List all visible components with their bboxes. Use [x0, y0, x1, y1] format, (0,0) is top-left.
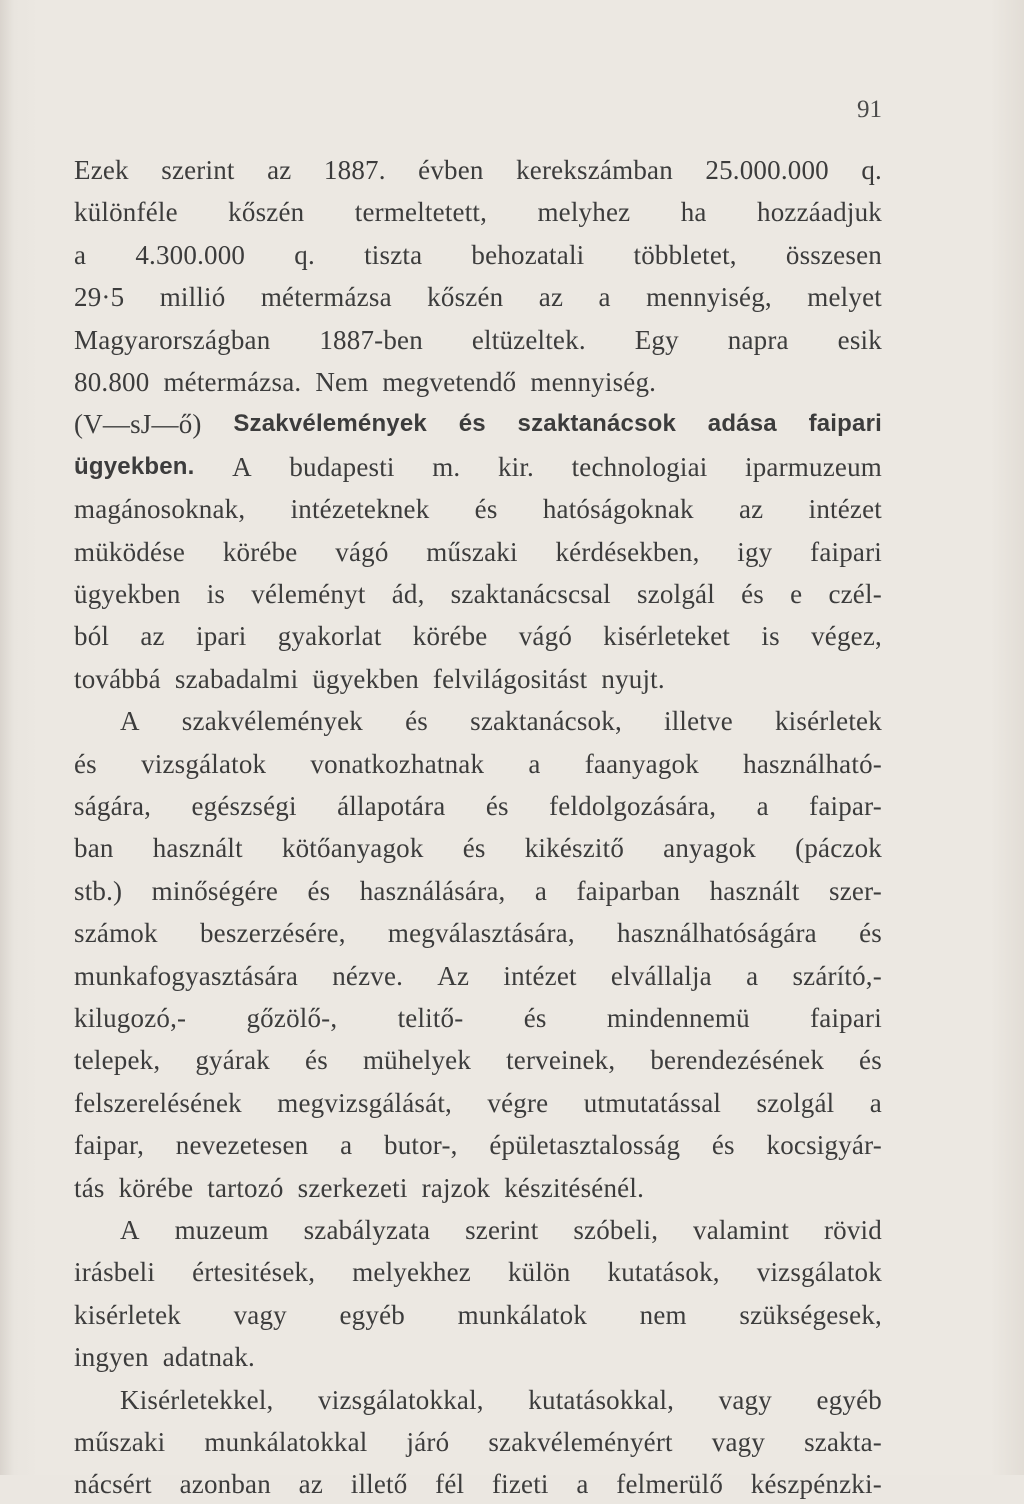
word: ipari	[196, 621, 247, 652]
word: Az	[437, 960, 470, 991]
word: A	[120, 706, 140, 737]
word: budapesti	[289, 451, 395, 482]
word: ingyen	[74, 1342, 149, 1373]
word: állapotára	[337, 791, 446, 821]
word: 25.000.000	[705, 155, 829, 185]
word: is	[206, 579, 226, 609]
word: véleményt	[251, 579, 366, 609]
word: adatnak.	[162, 1342, 255, 1373]
word: ád,	[391, 579, 425, 609]
text-line	[74, 956, 882, 996]
word: kisérletek	[774, 706, 882, 737]
word: az	[267, 155, 292, 185]
word: épületasztalosság	[489, 1130, 681, 1161]
word: hozzáadjuk	[757, 197, 882, 228]
word: és	[405, 706, 429, 737]
word: telitő-	[397, 1003, 464, 1033]
word: elvállalja	[610, 960, 712, 991]
word: q.	[294, 239, 315, 270]
word: és	[74, 748, 97, 779]
word: nácsért	[74, 1469, 152, 1500]
word: és	[462, 833, 486, 864]
word: 29·5	[74, 282, 125, 313]
word: vizsgálatok	[756, 1257, 882, 1288]
word: magánosoknak,	[74, 494, 246, 525]
word: körébe	[118, 1172, 194, 1203]
word: Magyarországban	[74, 324, 271, 355]
word: vagy	[718, 1384, 772, 1415]
word: szolgál	[756, 1087, 835, 1118]
word: megvetendő	[382, 367, 517, 397]
text-line	[120, 701, 882, 741]
word: (páczok	[795, 833, 882, 864]
word: szóbeli,	[573, 1215, 659, 1245]
text-line	[74, 150, 882, 190]
word: berendezésének	[650, 1045, 825, 1076]
word: összesen	[785, 239, 882, 270]
word: gyakorlat	[277, 621, 382, 652]
word: mennyiség,	[646, 282, 772, 313]
word: műszaki	[426, 536, 518, 567]
word: egyéb	[816, 1384, 882, 1415]
word: 80.800	[74, 367, 150, 397]
word: tartozó	[207, 1172, 284, 1203]
word: a	[74, 239, 87, 270]
word: tiszta	[364, 239, 423, 270]
word: intézet	[808, 494, 882, 525]
word: szer-	[829, 875, 882, 906]
word: m.	[432, 451, 461, 482]
word: a	[576, 1469, 589, 1500]
word: végre	[487, 1087, 549, 1118]
word: vagy	[233, 1299, 287, 1330]
word: intézeteknek	[290, 494, 430, 525]
word: Kisérletekkel,	[120, 1384, 274, 1415]
word: vizsgálatokkal,	[318, 1384, 484, 1415]
word: 4.300.000	[135, 239, 246, 270]
word: rövid	[823, 1215, 882, 1245]
word: métermázsa.	[163, 367, 302, 397]
word: kerekszámban	[516, 155, 673, 185]
word: és	[307, 875, 331, 906]
word: is	[761, 621, 780, 652]
word: használt	[152, 833, 243, 864]
word: a	[746, 960, 759, 991]
word: feldolgozására,	[549, 791, 717, 821]
word: ügyekben	[74, 579, 181, 609]
word: szaktanácsok	[517, 410, 677, 438]
word: szerkezeti	[297, 1172, 408, 1203]
word: adása	[707, 410, 777, 438]
word: évben	[418, 155, 484, 185]
word: vágó	[335, 536, 389, 567]
text-line	[74, 1295, 882, 1335]
word: beszerzésére,	[199, 918, 346, 949]
word: értesitések,	[192, 1257, 316, 1288]
word: és	[485, 791, 509, 821]
text-line	[74, 1337, 882, 1377]
word: mühelyek	[362, 1045, 472, 1076]
word: ban	[74, 833, 114, 864]
word: járó	[406, 1427, 450, 1457]
text-line	[74, 1125, 882, 1165]
word: munkálatok	[457, 1299, 588, 1330]
text-line	[74, 1083, 882, 1123]
word: kocsigyár-	[766, 1130, 882, 1161]
word: és	[859, 918, 882, 949]
word: szabályzata	[303, 1215, 431, 1245]
word: készitésénél.	[504, 1172, 645, 1203]
word: gőzölő-,	[246, 1003, 338, 1033]
text-line	[74, 235, 882, 275]
word: Nem	[315, 367, 369, 397]
word: megvizsgálását,	[277, 1087, 452, 1118]
word: és	[305, 1045, 328, 1076]
word: nevezetesen	[175, 1130, 309, 1161]
word: ha	[680, 197, 707, 228]
word: vizsgálatok	[141, 748, 267, 779]
word: kilugozó,-	[74, 1003, 187, 1033]
word: azonban	[179, 1469, 271, 1500]
word: rajzok	[421, 1172, 491, 1203]
word: szakvéleményért	[488, 1427, 673, 1457]
word: ból	[74, 621, 110, 652]
word: szolgál	[637, 579, 715, 609]
word: szabadalmi	[174, 663, 299, 694]
word: telepek,	[74, 1045, 161, 1076]
word: vagy	[711, 1427, 766, 1457]
word: kutatásokkal,	[528, 1384, 675, 1415]
word: intézet	[503, 960, 577, 991]
word: különféle	[74, 197, 178, 228]
word: műszaki	[74, 1427, 166, 1457]
word: fizeti	[491, 1469, 549, 1500]
text-line	[120, 1380, 882, 1420]
word: nyujt.	[601, 663, 665, 694]
text-line	[74, 489, 882, 529]
word: továbbá	[74, 663, 161, 694]
text-line	[74, 532, 882, 572]
word: faipari	[810, 1003, 882, 1033]
word: szakta-	[804, 1427, 882, 1457]
word: e	[790, 579, 803, 609]
word: körébe	[222, 536, 298, 567]
word: használhatóságára	[617, 918, 817, 949]
word: faipar-	[809, 791, 882, 821]
word: vágó	[518, 621, 573, 652]
word: az	[140, 621, 165, 652]
word: faipari	[810, 536, 882, 567]
text-line	[74, 871, 882, 911]
word: munkálatokkal	[204, 1427, 368, 1457]
word: a	[598, 282, 611, 313]
word: ügyekben.	[74, 452, 195, 480]
word: szárító,-	[792, 960, 882, 991]
word: Egy	[634, 324, 679, 355]
word: szaktanácsok,	[470, 706, 622, 737]
word: szerint	[465, 1215, 539, 1245]
word: szerint	[161, 155, 235, 185]
word: terveinek,	[506, 1045, 616, 1076]
text-line	[74, 1252, 882, 1292]
text-line	[74, 1040, 882, 1080]
word: eltüzeltek.	[471, 324, 586, 355]
text-line	[74, 192, 882, 232]
word: kőszén	[427, 282, 504, 313]
word: mindennemü	[606, 1003, 750, 1033]
word: minőségére	[151, 875, 279, 906]
word: és	[474, 494, 498, 525]
word: felszerelésének	[74, 1087, 242, 1118]
word: kisérleteket	[603, 621, 731, 652]
text-line	[74, 744, 882, 784]
word: használható-	[743, 748, 882, 779]
word: czél-	[828, 579, 882, 609]
word: 1887.	[323, 155, 386, 185]
word: melyet	[807, 282, 882, 313]
word: 1887-ben	[319, 324, 423, 355]
word: és	[458, 410, 486, 438]
word: használt	[709, 875, 800, 906]
word: az	[738, 494, 764, 525]
word: butor-,	[384, 1130, 458, 1161]
text-line	[74, 1168, 882, 1208]
text-line	[74, 320, 882, 360]
word: iparmuzeum	[745, 451, 882, 482]
word: számok	[74, 918, 158, 949]
word: faipar,	[74, 1130, 145, 1161]
word: termeltetett,	[354, 197, 488, 228]
word: munkafogyasztására	[74, 960, 299, 991]
text-line	[74, 659, 882, 699]
word: faanyagok	[584, 748, 699, 779]
text-line	[74, 616, 882, 656]
page-number: 91	[857, 96, 882, 123]
word: használására,	[359, 875, 506, 906]
word: és	[711, 1130, 735, 1161]
word: szakvélemények	[181, 706, 364, 737]
text-line	[74, 1464, 882, 1504]
word: a	[534, 875, 548, 906]
word: megválasztására,	[387, 918, 575, 949]
text-line	[120, 1210, 882, 1250]
word: körébe	[412, 621, 488, 652]
text-line	[74, 1422, 882, 1462]
text-line	[74, 447, 882, 487]
text-line	[74, 998, 882, 1038]
text-line	[74, 404, 882, 444]
word: hatóságoknak	[542, 494, 694, 525]
word: egészségi	[191, 791, 297, 821]
word: illető	[350, 1469, 408, 1500]
word: kőszén	[228, 197, 305, 228]
word: müködése	[74, 536, 186, 567]
word: kikészitő	[524, 833, 625, 864]
word: kutatások,	[607, 1257, 720, 1288]
word: igy	[737, 536, 773, 567]
word: nézve.	[332, 960, 404, 991]
word: nem	[639, 1299, 687, 1330]
word: szükségesek,	[739, 1299, 882, 1330]
word: q.	[861, 155, 882, 185]
text-line	[74, 362, 882, 402]
word: faipari	[808, 410, 882, 438]
word: kir.	[497, 451, 535, 482]
word: Ezek	[74, 155, 129, 185]
text-line	[74, 828, 882, 868]
word: kötőanyagok	[281, 833, 424, 864]
word: egyéb	[339, 1299, 405, 1330]
word: a	[756, 791, 769, 821]
word: felmerülő	[616, 1469, 724, 1500]
word: melyhez	[537, 197, 631, 228]
word: A	[120, 1215, 140, 1245]
word: (V—sJ—ő)	[74, 409, 202, 440]
word: az	[298, 1469, 324, 1500]
word: fél	[435, 1469, 465, 1500]
word: technologiai	[571, 451, 708, 482]
word: melyekhez	[352, 1257, 471, 1288]
word: irásbeli	[74, 1257, 156, 1288]
word: és	[741, 579, 764, 609]
text-line	[74, 574, 882, 614]
word: tás	[74, 1172, 105, 1203]
word: stb.)	[74, 875, 123, 906]
word: valamint	[693, 1215, 790, 1245]
word: és	[859, 1045, 882, 1076]
word: utmutatással	[583, 1087, 722, 1118]
word: a	[340, 1130, 353, 1161]
word: a	[869, 1087, 882, 1118]
word: szaktanácscsal	[450, 579, 611, 609]
word: ságára,	[74, 791, 152, 821]
word: métermázsa	[260, 282, 392, 313]
word: kisérletek	[74, 1299, 181, 1330]
word: felvilágositást	[432, 663, 588, 694]
word: behozatali	[471, 239, 585, 270]
word: vonatkozhatnak	[310, 748, 485, 779]
word: napra	[727, 324, 789, 355]
word: ügyekben	[312, 663, 419, 694]
word: anyagok	[663, 833, 757, 864]
word: gyárak	[195, 1045, 271, 1076]
word: illetve	[664, 706, 733, 737]
word: az	[538, 282, 564, 313]
word: mennyiség.	[530, 367, 657, 397]
word: végez,	[811, 621, 882, 652]
word: Szakvélemények	[233, 410, 427, 438]
word: külön	[507, 1257, 571, 1288]
word: többletet,	[633, 239, 737, 270]
text-line	[74, 277, 882, 317]
word: esik	[837, 324, 882, 355]
word: kérdésekben,	[555, 536, 700, 567]
text-line	[74, 786, 882, 826]
word: faiparban	[576, 875, 681, 906]
word: millió	[159, 282, 226, 313]
text-line	[74, 913, 882, 953]
word: és	[523, 1003, 547, 1033]
word: készpénzki-	[750, 1469, 882, 1500]
word: muzeum	[174, 1215, 269, 1245]
word: a	[528, 748, 541, 779]
word: A	[232, 451, 252, 482]
